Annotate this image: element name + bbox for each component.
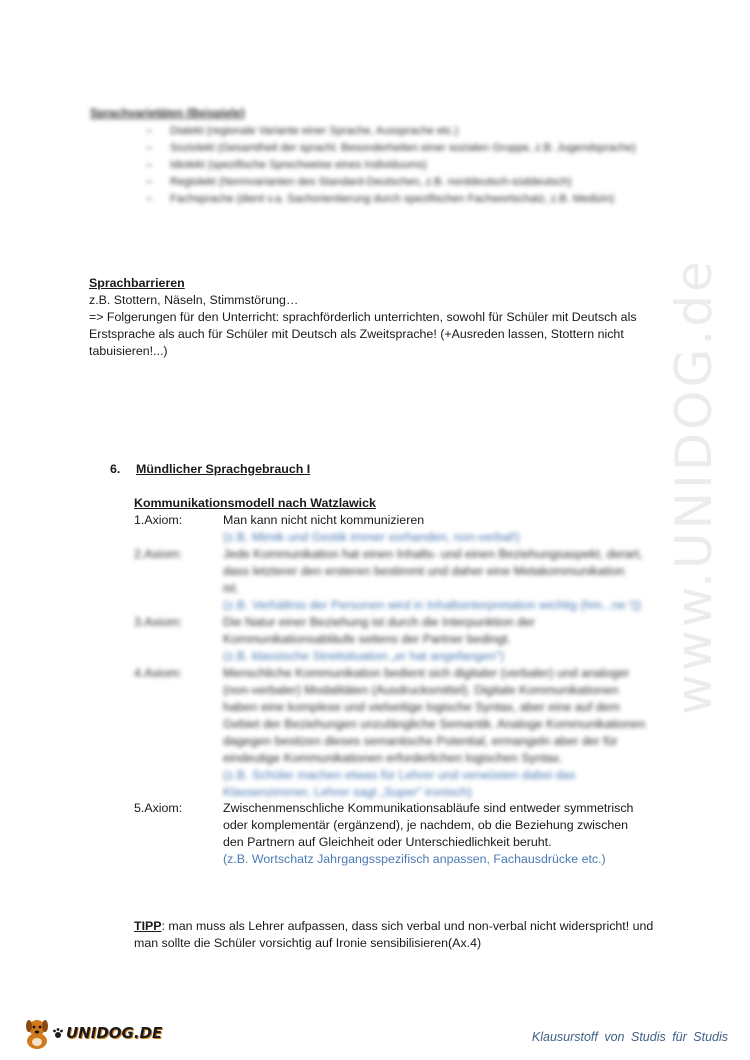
tipp-note bbox=[134, 918, 694, 952]
paragraph-line: => Folgerungen für den Unterricht: sprachförderlich unterrichten, sowohl für Schüler mit Deutsch als bbox=[89, 310, 637, 324]
axiom-text: ist. bbox=[223, 581, 239, 595]
axiom-text: Man kann nicht nicht kommunizieren bbox=[223, 513, 425, 527]
logo-text: UNIDOG.DE bbox=[66, 1023, 163, 1042]
list-item: – Regiolekt (Normvarianten des Standard-Deutschen, z.B. norddeutsch-süddeutsch) bbox=[146, 174, 670, 191]
watermark: www.UNIDOG.de bbox=[665, 258, 723, 715]
axiom-label: 3.Axiom: bbox=[134, 615, 183, 629]
axiom-body bbox=[223, 546, 653, 614]
axiom-example: (z.B. Verhältnis der Personen wird in Inhaltsinterpretation wichtig (hm...ne !)) bbox=[223, 598, 642, 612]
axiom-example: (z.B. Wortschatz Jahrgangsspezifisch anpassen, Fachausdrücke etc.) bbox=[223, 852, 606, 866]
axiom-body bbox=[223, 614, 653, 665]
axiom-3 bbox=[134, 614, 664, 665]
axiom-text: (non-verbaler) Modalitäten (Ausdrucksmittel). Digitale Kommunikationen bbox=[223, 683, 619, 697]
unidog-logo bbox=[22, 1014, 162, 1052]
axiom-body bbox=[223, 800, 653, 868]
section-muendlicher-sprachgebrauch bbox=[110, 461, 690, 478]
section-heading: Sprachvarietäten (Beispiele) bbox=[90, 108, 245, 120]
axiom-example: (z.B. Mimik und Gestik immer vorhanden, non-verbal!) bbox=[223, 530, 520, 544]
tipp-text: man sollte die Schüler vorsichtig auf Ironie sensibilisieren(Ax.4) bbox=[134, 936, 482, 950]
paragraph-line: tabuisieren!...) bbox=[89, 344, 168, 358]
axiom-label: 1.Axiom: bbox=[134, 513, 183, 527]
section-sprachbarrieren bbox=[89, 275, 679, 360]
paragraph-line: z.B. Stottern, Näseln, Stimmstörung… bbox=[89, 293, 299, 307]
varietaeten-list bbox=[90, 123, 670, 208]
tipp-label: TIPP bbox=[134, 919, 162, 933]
axiom-text: den Partnern auf Gleichheit oder Unterschiedlichkeit beruht. bbox=[223, 835, 552, 849]
axiom-text: Jede Kommunikation hat einen Inhalts- und einen Beziehungsaspekt, derart, bbox=[223, 547, 643, 561]
axiom-text: Kommunikationsabläufe seitens der Partner bedingt. bbox=[223, 632, 511, 646]
axiom-1 bbox=[134, 512, 664, 546]
paw-icon bbox=[52, 1027, 64, 1039]
axiom-text: eindeutige Kommunikationen erforderlichen logischen Syntax. bbox=[223, 751, 563, 765]
model-title: Kommunikationsmodell nach Watzlawick bbox=[134, 496, 376, 510]
tipp-text: : man muss als Lehrer aufpassen, dass sich verbal und non-verbal nicht widerspricht! und bbox=[161, 919, 654, 933]
list-item: – Fachsprache (dient v.a. Sachorientierung durch spezifischen Fachwortschatz, z.B. Medizin) bbox=[146, 191, 670, 208]
section-heading: Sprachbarrieren bbox=[89, 276, 185, 290]
axiom-2 bbox=[134, 546, 664, 614]
list-item: – Idiolekt (spezifische Sprechweise eines Individuums) bbox=[146, 157, 670, 174]
section-sprachvarietaeten bbox=[90, 106, 670, 208]
axiom-label: 5.Axiom: bbox=[134, 801, 183, 815]
axiom-example: Klassenzimmer, Lehrer sagt „Super" ironisch) bbox=[223, 785, 472, 799]
axiom-example: (z.B. klassische Streitsituation „er hat angefangen") bbox=[223, 649, 505, 663]
axiom-text: Menschliche Kommunikation bedient sich digitaler (verbaler) und analoger bbox=[223, 666, 630, 680]
section-heading: Mündlicher Sprachgebrauch I bbox=[136, 462, 311, 476]
paragraph-line: Erstsprache als auch für Schüler mit Deutsch als Zweitsprache! (+Ausreden lassen, Stottern nicht bbox=[89, 327, 624, 341]
axiom-text: dass letzterer den ersteren bestimmt und daher eine Metakommunikation bbox=[223, 564, 625, 578]
axiom-text: dagegen besitzen dieses semantische Potential, ermangeln aber der für bbox=[223, 734, 618, 748]
dog-icon bbox=[22, 1015, 52, 1051]
axiom-example: (z.B. Schüler machen etwas für Lehrer und verwüsten dabei das bbox=[223, 768, 576, 782]
axiom-text: Zwischenmenschliche Kommunikationsabläufe sind entweder symmetrisch bbox=[223, 801, 634, 815]
axiom-text: oder komplementär (ergänzend), je nachdem, ob die Beziehung zwischen bbox=[223, 818, 628, 832]
axiom-label: 4.Axiom: bbox=[134, 666, 183, 680]
axiom-text: Die Natur einer Beziehung ist durch die Interpunktion der bbox=[223, 615, 536, 629]
section-number: 6. bbox=[110, 462, 121, 476]
axiom-text: haben eine komplexe und vielseitige logische Syntax, aber eine auf dem bbox=[223, 700, 620, 714]
axiom-body bbox=[223, 665, 653, 801]
axiom-5 bbox=[134, 800, 664, 868]
list-item: – Soziolekt (Gesamtheit der sprachl. Besonderheiten einer sozialen Gruppe, z.B. Jugendsprache) bbox=[146, 140, 670, 157]
axiom-label: 2.Axiom: bbox=[134, 547, 183, 561]
axiom-body bbox=[223, 512, 653, 546]
footer-tagline: Klausurstoff von Studis für Studis bbox=[531, 1030, 728, 1044]
axiom-text: Gebiet der Beziehungen unzulängliche Semantik. Analoge Kommunikationen bbox=[223, 717, 646, 731]
list-item: – Dialekt (regionale Variante einer Sprache, Aussprache etc.) bbox=[146, 123, 670, 140]
axiom-4 bbox=[134, 665, 664, 801]
